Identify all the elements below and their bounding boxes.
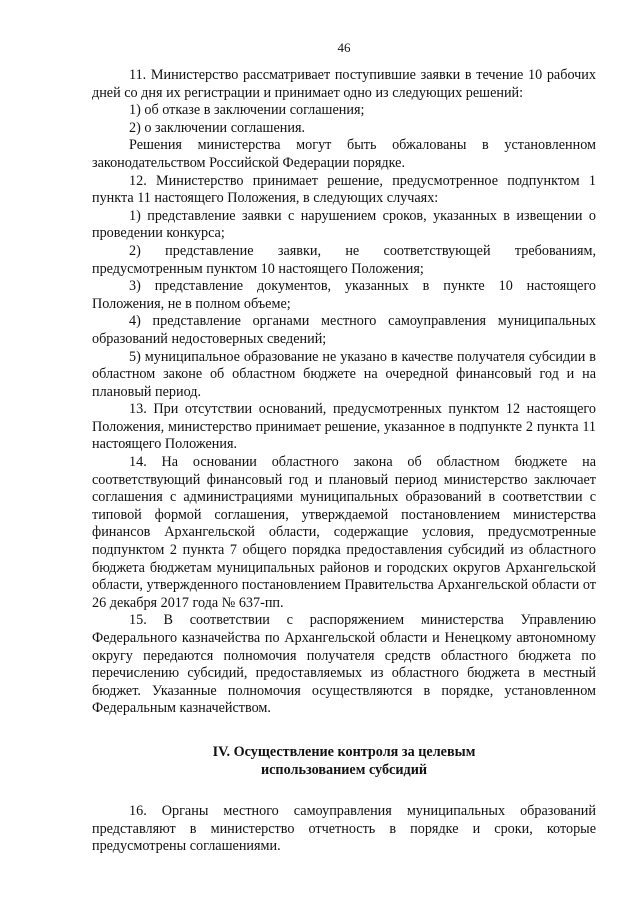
paragraph-12-item-3: 3) представление документов, указанных в пункте 10 настоящего Положения, не в полном объеме; xyxy=(92,278,596,312)
section-heading-line-2: использованием субсидий xyxy=(260,761,428,778)
paragraph-appeal: Решения министерства могут быть обжалованы в установленном законодательством Российской Федерации порядке. xyxy=(92,137,596,171)
paragraph-12: 12. Министерство принимает решение, предусмотренное подпунктом 1 пункта 11 настоящего Положения, в следующих случаях: xyxy=(92,172,596,207)
paragraph-11-item-2: 2) о заключении соглашения. xyxy=(129,119,306,136)
paragraph-15: 15. В соответствии с распоряжением министерства Управлению Федерального казначейства по Архангельской области и Ненецкому автономному округу передаются полномочия получателя средств областного бюджета по перечислению субсидий, предоставляемых из областного бюджета в местный бюджет. Указанные полномочия осуществляются в порядке, установленном Федеральным казначейством. xyxy=(92,612,596,717)
paragraph-12-item-1: 1) представление заявки с нарушением сроков, указанных в извещении о проведении конкурса; xyxy=(92,207,596,242)
paragraph-12-item-4: 4) представление органами местного самоуправления муниципальных образований недостоверных сведений; xyxy=(92,313,596,347)
paragraph-14: 14. На основании областного закона об областном бюджете на соответствующий финансовый год и плановый период министерство заключает соглашения с администрациями муниципальных образований в соответствии с типовой формой соглашения, утверждаемой постановлением министерства финансов Архангельской области, содержащие условия, предусмотренные подпунктом 2 пункта 7 общего порядка предоставления субсидий из областного бюджета бюджетам муниципальных районов и городских округов Архангельской области, утвержденного постановлением Правительства Архангельской области от 26 декабря 2017 года № 637-пп. xyxy=(92,454,596,611)
paragraph-12-item-5: 5) муниципальное образование не указано в качестве получателя субсидии в областном законе об областном бюджете на очередной финансовый год и на плановый период. xyxy=(92,348,596,400)
section-heading xyxy=(92,744,596,779)
closing-text xyxy=(92,803,596,856)
paragraph-11-item-1: 1) об отказе в заключении соглашения; xyxy=(129,102,365,119)
page-number: 46 xyxy=(337,40,351,55)
paragraph-11: 11. Министерство рассматривает поступившие заявки в течение 10 рабочих дней со дня их регистрации и принимает одно из следующих решений: xyxy=(92,67,596,101)
section-heading-line-1: IV. Осуществление контроля за целевым xyxy=(212,743,476,760)
body-text xyxy=(92,67,596,718)
paragraph-16: 16. Органы местного самоуправления муниципальных образований представляют в министерство отчетность в порядке и сроки, которые предусмотрены соглашениями. xyxy=(92,803,596,855)
paragraph-12-item-2: 2) представление заявки, не соответствующей требованиям, предусмотренным пунктом 10 настоящего Положения; xyxy=(92,242,596,277)
paragraph-13: 13. При отсутствии оснований, предусмотренных пунктом 12 настоящего Положения, министерство принимает решение, указанное в подпункте 2 пункта 11 настоящего Положения. xyxy=(92,401,596,453)
